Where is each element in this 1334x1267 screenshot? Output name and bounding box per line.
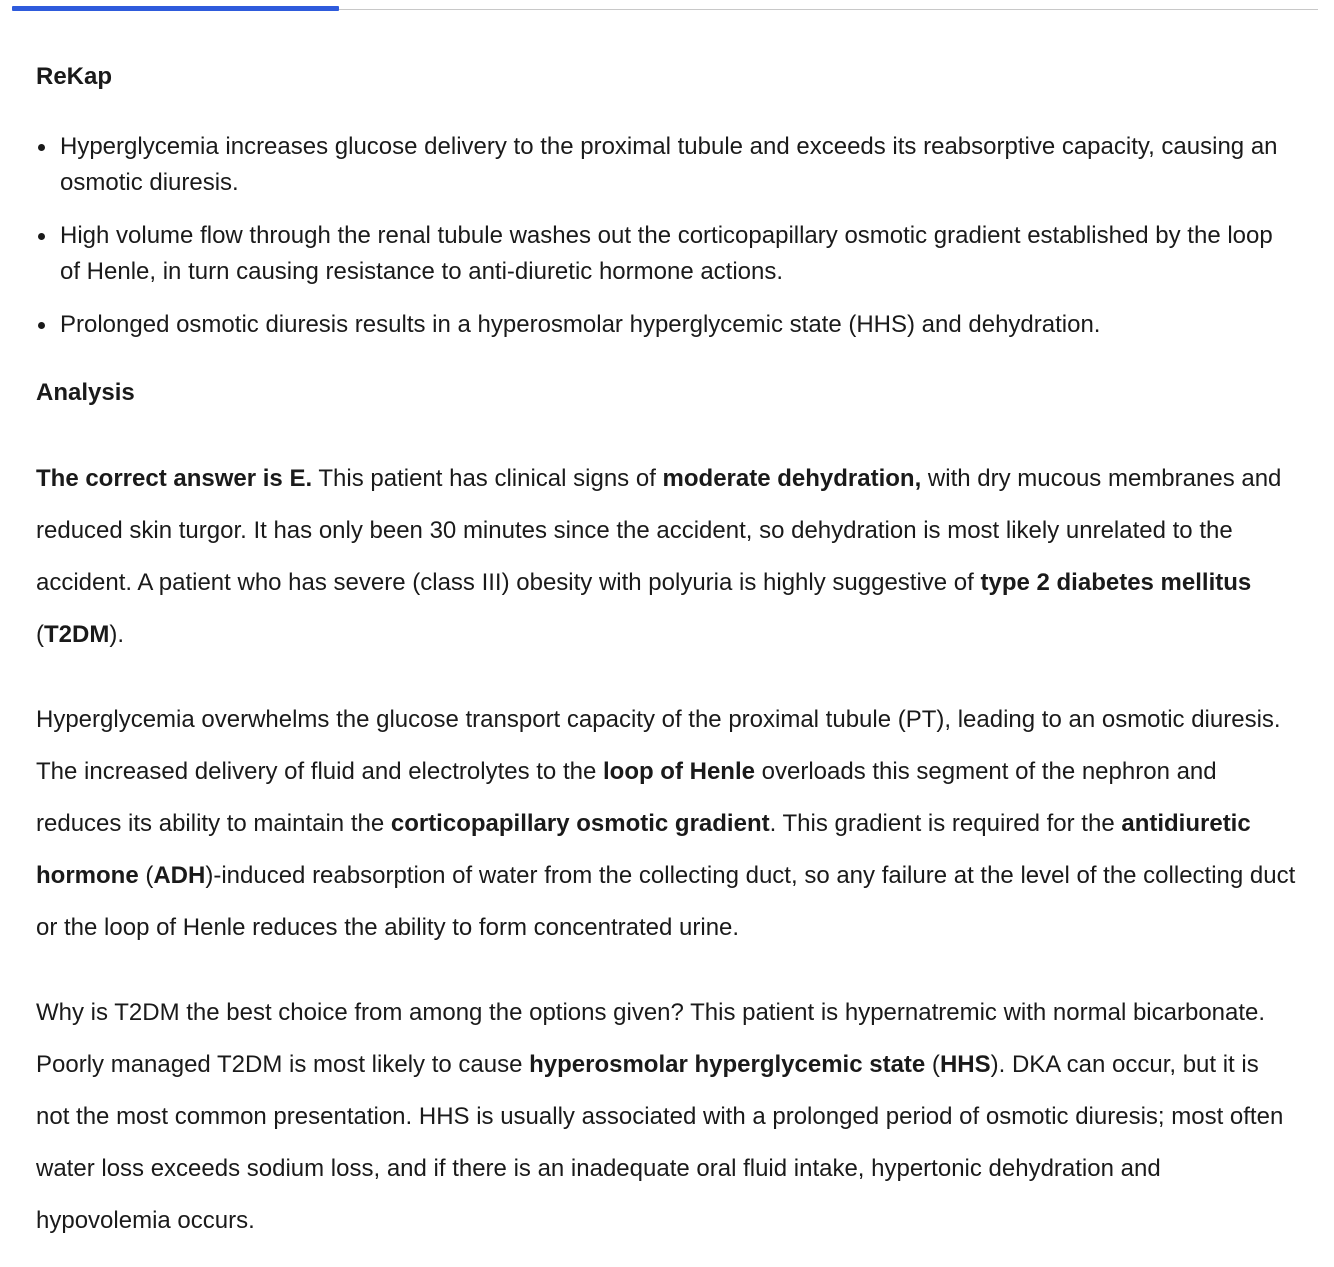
text-run: ( [925, 1051, 940, 1078]
text-run: ( [36, 621, 44, 648]
text-run: )-induced reabsorption of water from the collecting duct, so any failure at the level of the collecting duct or the loop of Henle reduces the ability to form concentrated urine. [36, 862, 1296, 941]
bold-term: hyperosmolar hyperglycemic state [529, 1051, 926, 1078]
list-item: Hyperglycemia increases glucose delivery to the proximal tubule and exceeds its reabsorptive capacity, causing an osmotic diuresis. [36, 129, 1298, 201]
text-run: This patient has clinical signs of [312, 465, 663, 492]
analysis-heading: Analysis [36, 379, 135, 406]
rekap-list [36, 129, 1298, 360]
analysis-paragraph-2 [36, 694, 1298, 954]
text-run: . This gradient is required for the [769, 810, 1122, 837]
correct-answer-text: The correct answer is E. [36, 465, 313, 492]
bold-term: loop of Henle [602, 758, 755, 785]
bold-term: antidiuretic hormone [36, 810, 1251, 889]
analysis-paragraph-1 [36, 453, 1298, 661]
text-run: ). [109, 621, 125, 648]
analysis-paragraph-3 [36, 987, 1298, 1247]
bold-term: HHS [939, 1051, 991, 1078]
text-run: Hyperglycemia overwhelms the glucose transport capacity of the proximal tubule (PT), leading to an osmotic diuresis. The increased delivery of fluid and electrolytes to the [36, 706, 1281, 785]
list-item: High volume flow through the renal tubule washes out the corticopapillary osmotic gradient established by the loop of Henle, in turn causing resistance to anti-diuretic hormone actions. [36, 218, 1298, 290]
bold-term: type 2 diabetes mellitus [980, 569, 1252, 596]
rekap-heading: ReKap [36, 63, 113, 90]
text-run: Why is T2DM the best choice from among the options given? This patient is hypernatremic with normal bicarbonate. Poorly managed T2DM is most likely to cause [36, 999, 1266, 1078]
text-run: with dry mucous membranes and reduced skin turgor. It has only been 30 minutes since the accident, so dehydration is most likely unrelated to the accident. A patient who has severe (class III) obesity with polyuria is highly suggestive of [36, 465, 1282, 596]
bold-term: corticopapillary osmotic gradient [390, 810, 770, 837]
bold-term: ADH [153, 862, 206, 889]
text-run: ( [138, 862, 154, 889]
list-item: Prolonged osmotic diuresis results in a hyperosmolar hyperglycemic state (HHS) and dehydration. [36, 307, 1298, 343]
bold-term: moderate dehydration, [662, 465, 922, 492]
text-run: ). DKA can occur, but it is not the most common presentation. HHS is usually associated with a prolonged period of osmotic diuresis; most often water loss exceeds sodium loss, and if there is an inadequate oral fluid intake, hypertonic dehydration and hypovolemia occurs. [36, 1051, 1284, 1234]
text-run: overloads this segment of the nephron and reduces its ability to maintain the [36, 758, 1217, 837]
bold-term: T2DM [44, 621, 110, 648]
progress-fill [12, 6, 339, 11]
